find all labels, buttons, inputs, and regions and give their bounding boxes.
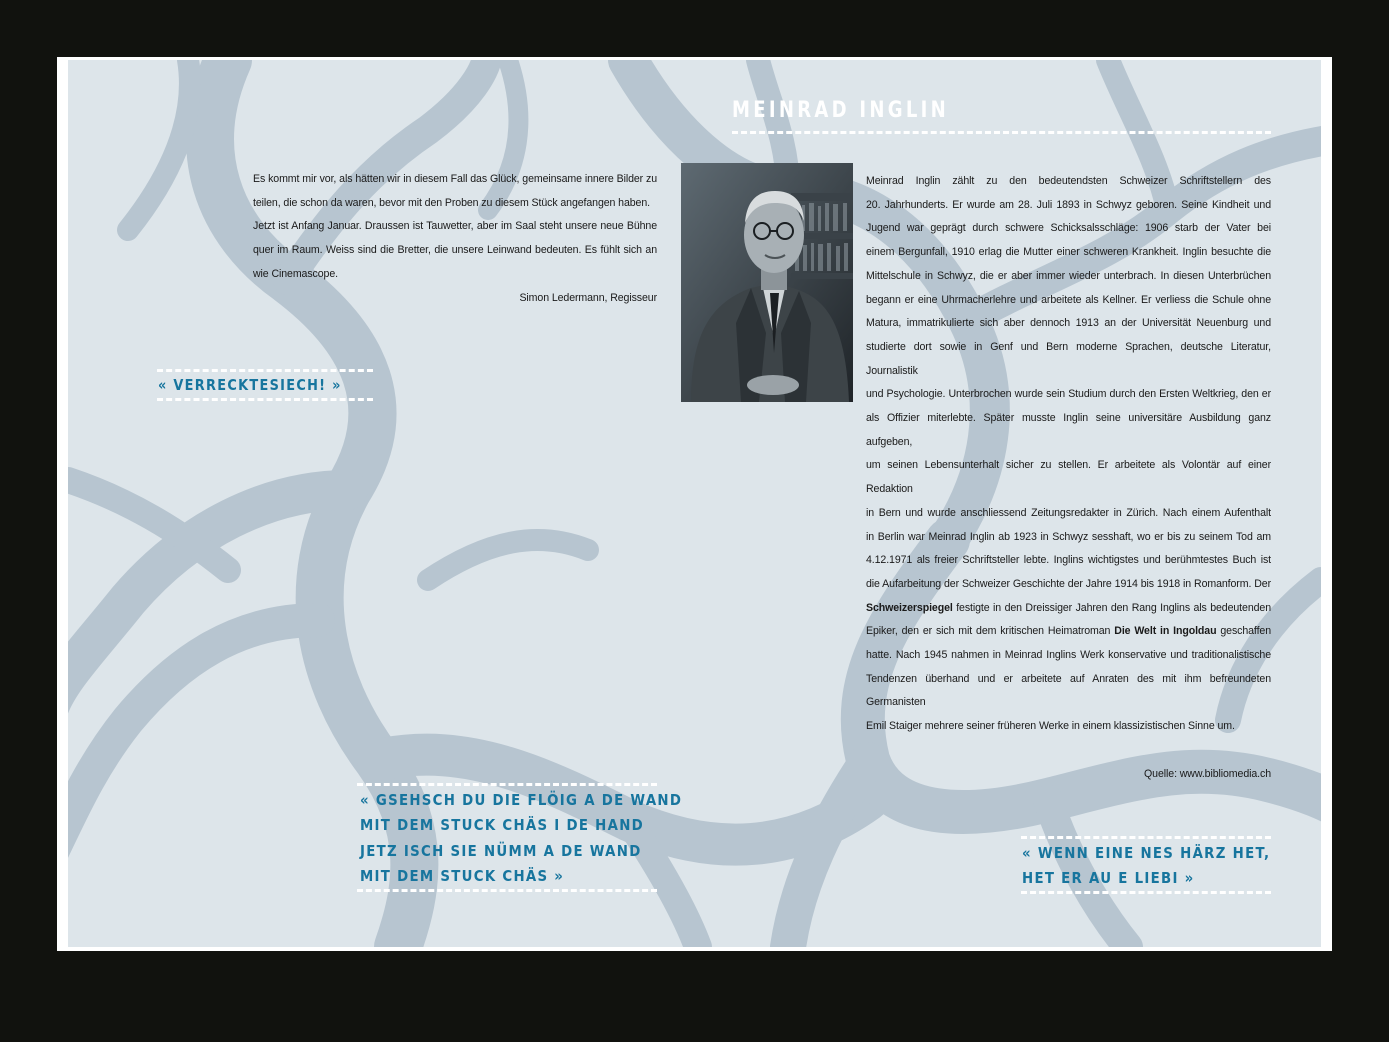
quote1-bottom-rule bbox=[157, 398, 373, 401]
bio-line: in Berlin war Meinrad Inglin ab 1923 in Schwyz sesshaft, wo er bis zu seinem Tod am bbox=[866, 530, 1271, 543]
bio-line: einem Bergunfall, 1910 erlag die Mutter einer schweren Krankheit. Inglin besuchte die bbox=[866, 246, 1271, 259]
bio-line: in Bern und wurde anschliessend Zeitungsredakter in Zürich. Nach einem Aufenthalt bbox=[866, 506, 1271, 519]
book-title-ingoldau: Die Welt in Ingoldau bbox=[1114, 625, 1217, 638]
biography bbox=[866, 170, 1271, 786]
bio-line: Meinrad Inglin zählt zu den bedeutendsten Schweizer Schriftstellern des bbox=[866, 175, 1271, 187]
page-title: MEINRAD INGLIN bbox=[732, 98, 950, 123]
quote1-top-rule bbox=[157, 369, 373, 372]
title-rule bbox=[732, 131, 1271, 134]
quote-fly-on-wall bbox=[360, 788, 682, 889]
quote-verrecktesiech: « VERRECKTESIECH! » bbox=[158, 376, 342, 394]
quote2-line: MIT DEM STUCK CHÄS » bbox=[360, 866, 565, 885]
portrait-image bbox=[681, 163, 853, 402]
portrait-photo bbox=[681, 163, 853, 402]
intro-paragraph bbox=[253, 168, 657, 310]
bio-line: Tendenzen überhand und er arbeitete auf Anraten des mit ihm befreundeten Germanisten bbox=[866, 672, 1271, 709]
bio-line: begann er eine Uhrmacherlehre und arbeitete als Kellner. Er verliess die Schule ohne bbox=[866, 293, 1271, 306]
bio-text: festigte in den Dreissiger Jahren den Rang Inglins als bedeutenden bbox=[952, 601, 1271, 614]
quote3-bottom-rule bbox=[1021, 891, 1271, 894]
quote2-line: « GSEHSCH DU DIE FLÖIG A DE WAND bbox=[360, 791, 683, 809]
book-title-schweizerspiegel: Schweizerspiegel bbox=[866, 601, 953, 614]
bio-line: Jugend war geprägt durch schwere Schicksalsschläge: 1906 starb der Vater bei bbox=[866, 222, 1271, 235]
bio-line: und Psychologie. Unterbrochen wurde sein Studium durch den Ersten Weltkrieg, den er bbox=[866, 388, 1271, 401]
intro-line: Jetzt ist Anfang Januar. Draussen ist Tauwetter, aber im Saal steht unsere neue Bühne bbox=[253, 220, 657, 233]
source-credit: Quelle: www.bibliomedia.ch bbox=[1144, 767, 1271, 780]
bio-line: als Offizier miterlebte. Später musste Inglin seine universitäre Ausbildung ganz aufgeben, bbox=[866, 412, 1271, 448]
bio-line: Mittelschule in Schwyz, die er aber immer wieder unterbrach. In diesen Unterbrüchen bbox=[866, 269, 1271, 282]
attribution: Simon Ledermann, Regisseur bbox=[519, 291, 657, 304]
quote2-bottom-rule bbox=[357, 889, 657, 892]
bio-text: Epiker, den er sich mit dem kritischen Heimatroman bbox=[866, 625, 1115, 638]
intro-line: teilen, die schon da waren, bevor mit den Proben zu diesem Stück angefangen haben. bbox=[253, 196, 650, 209]
book-spread bbox=[57, 57, 1332, 951]
bio-line: Emil Staiger mehrere seiner früheren Werke in einem klassizistischen Sinne um. bbox=[866, 720, 1235, 733]
bio-line: studierte dort sowie in Genf und Bern moderne Sprachen, deutsche Literatur, Journalistik bbox=[866, 340, 1271, 377]
quote3-line: HET ER AU E LIEBI » bbox=[1022, 869, 1195, 888]
quote2-line: JETZ ISCH SIE NÜMM A DE WAND bbox=[360, 841, 642, 860]
bio-line bbox=[866, 597, 1271, 621]
bio-line: hatte. Nach 1945 nahmen in Meinrad Inglins Werk konservative und traditionalistische bbox=[866, 649, 1271, 662]
quote3-line: « WENN EINE NES HÄRZ HET, bbox=[1022, 844, 1271, 862]
bio-line: 20. Jahrhunderts. Er wurde am 28. Juli 1893 in Schwyz geboren. Seine Kindheit und bbox=[866, 198, 1271, 211]
intro-line: wie Cinemascope. bbox=[253, 267, 338, 280]
bio-line: 4.12.1971 als freier Schriftsteller lebte. Inglins wichtigstes und berühmtestes Buch ist bbox=[866, 554, 1271, 567]
quote2-line: MIT DEM STUCK CHÄS I DE HAND bbox=[360, 816, 645, 835]
bio-line: die Aufarbeitung der Schweizer Geschichte der Jahre 1914 bis 1918 in Romanform. Der bbox=[866, 577, 1271, 590]
intro-line: quer im Raum. Weiss sind die Bretter, die unsere Leinwand bedeuten. Es fühlt sich an bbox=[253, 244, 657, 257]
quote2-top-rule bbox=[357, 783, 657, 786]
intro-line: Es kommt mir vor, als hätten wir in diesem Fall das Glück, gemeinsame innere Bilder zu bbox=[253, 173, 657, 185]
bio-text: geschaffen bbox=[1216, 625, 1272, 638]
quote3-top-rule bbox=[1021, 836, 1271, 839]
quote-haerz bbox=[1022, 841, 1270, 892]
bio-line bbox=[866, 620, 1271, 644]
bio-line: Matura, immatrikulierte sich aber dennoch 1913 an der Universität Neuenburg und bbox=[866, 317, 1271, 330]
bio-line: um seinen Lebensunterhalt sicher zu stellen. Er arbeitete als Volontär auf einer Redaktion bbox=[866, 459, 1271, 496]
